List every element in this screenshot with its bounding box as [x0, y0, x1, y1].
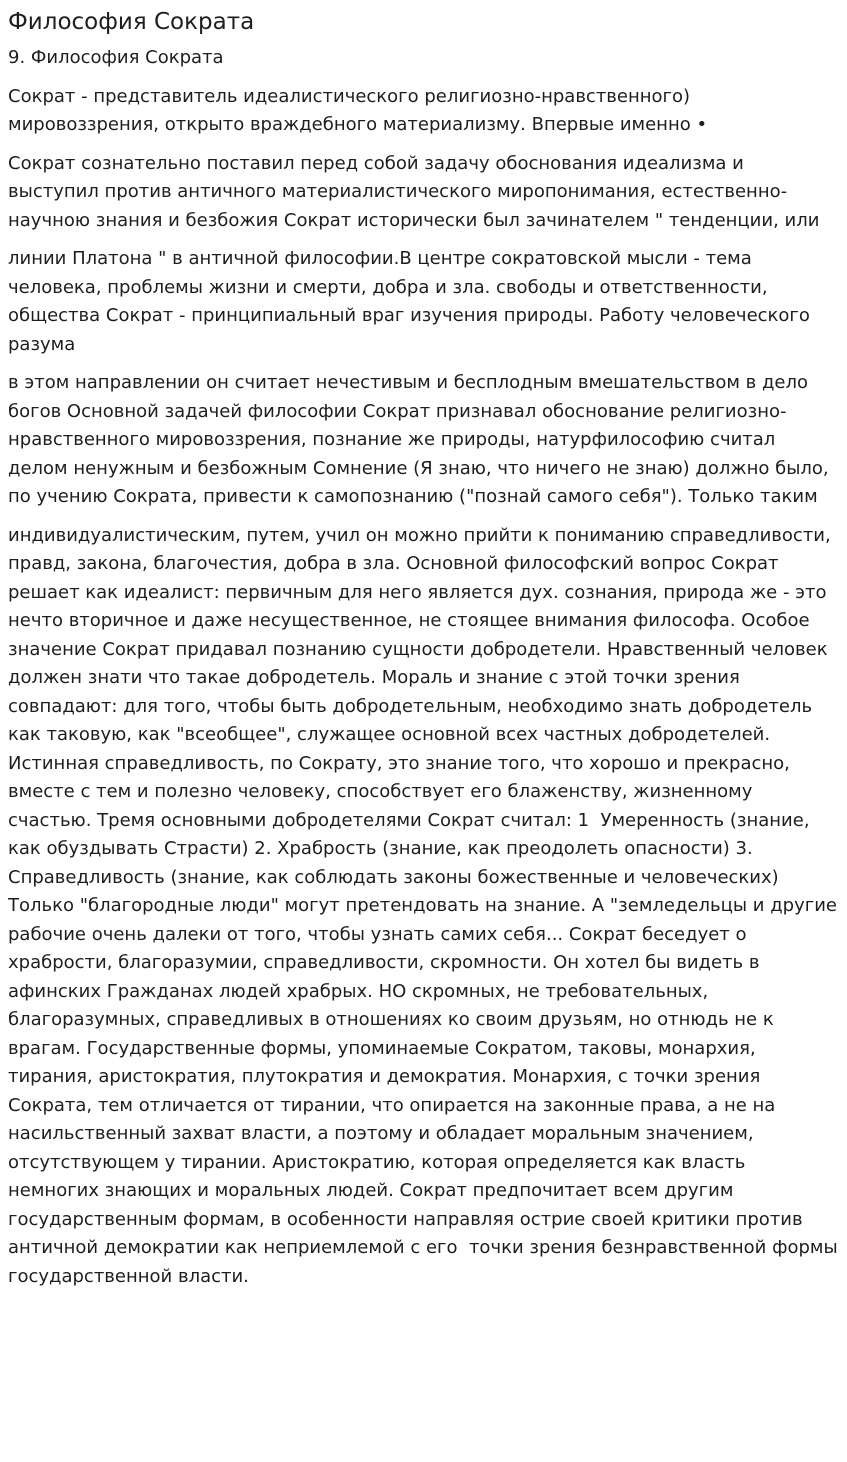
paragraph-1: Сократ - представитель идеалистического религиозно-нравственного) мировоззрения, открыто враждебного материализму. Впервые именно •: [8, 85, 708, 135]
paragraph-4: в этом направлении он считает нечестивым и бесплодным вмешательством в дело богов Основной задачей философии Сократ признавал обоснование религиозно-нравственного мировоззрения, познание же природы, натурфилософию считал делом ненужным и безбожным Сомнение (Я знаю, что ничего не знаю) должно было, по учению Сократа, привести к самопознанию ("познай самого себя"). Только таким: [8, 372, 835, 507]
paragraph-3: линии Платона " в античной философии.В центре сократовской мысли - тема человека, проблемы жизни и смерти, добра и зла. свободы и ответственности, общества Сократ - принципиальный враг изучения природы. Работу человеческого разума: [8, 248, 816, 355]
page-title: Философия Сократа: [8, 9, 255, 35]
paragraph-2: Сократ сознательно поставил перед собой задачу обоснования идеализма и выступил против античного материалистического миропонимания, естественно-научною знания и безбожия Сократ исторически был зачинателем " тенденции, или: [8, 152, 820, 231]
paragraph-5: индивидуалистическим, путем, учил он можно прийти к пониманию справедливости, правд, закона, благочестия, добра в зла. Основной философский вопрос Сократ решает как идеалист: первичным для него является дух. сознания, природа же - это нечто вторичное и даже несущественное, не стоящее внимания философа. Особое значение Сократ придавал познанию сущности добродетели. Нравственный человек должен знати что такае добродетель. Мораль и знание с этой точки зрения совпадают: для того, чтобы быть добродетельным, необходимо знать добродетель как таковую, как "всеобщее", служащее основной всех частных добродетелей. Истинная справедливость, по Сократу, это знание того, что хорошо и прекрасно, вместе с тем и полезно человеку, способствует его блаженству, жизненному счастью. Тремя основными добродетелями Сократ считал: 1 Умеренность (знание, как обуздывать Страсти) 2. Храбрость (знание, как преодолеть опасности) 3. Справедливость (знание, как соблюдать законы божественные и человеческих) Только "благородные люди" могут претендовать на знание. А "земледельцы и другие рабочие очень далеки от того, чтобы узнать самих себя... Сократ беседует о храбрости, благоразумии, справедливости, скромности. Он хотел бы видеть в афинских Гражданах людей храбрых. НО скромных, не требовательных, благоразумных, справедливых в отношениях ко своим друзьям, но отнюдь не к врагам. Государственные формы, упоминаемые Сократом, таковы, монархия, тирания, аристократия, плутократия и демократия. Монархия, с точки зрения Сократа, тем отличается от тирании, что опирается на законные права, а не на насильственный захват власти, а поэтому и обладает моральным значением, отсутствующем у тирании. Аристократию, которая определяется как власть немногих знающих и моральных людей. Сократ предпочитает всем другим государственным формам, в особенности направляя острие своей критики против античной демократии как неприемлемой с его точки зрения безнравственной формы государственной власти.: [8, 524, 844, 1287]
section-heading: 9. Философия Сократа: [8, 47, 224, 68]
